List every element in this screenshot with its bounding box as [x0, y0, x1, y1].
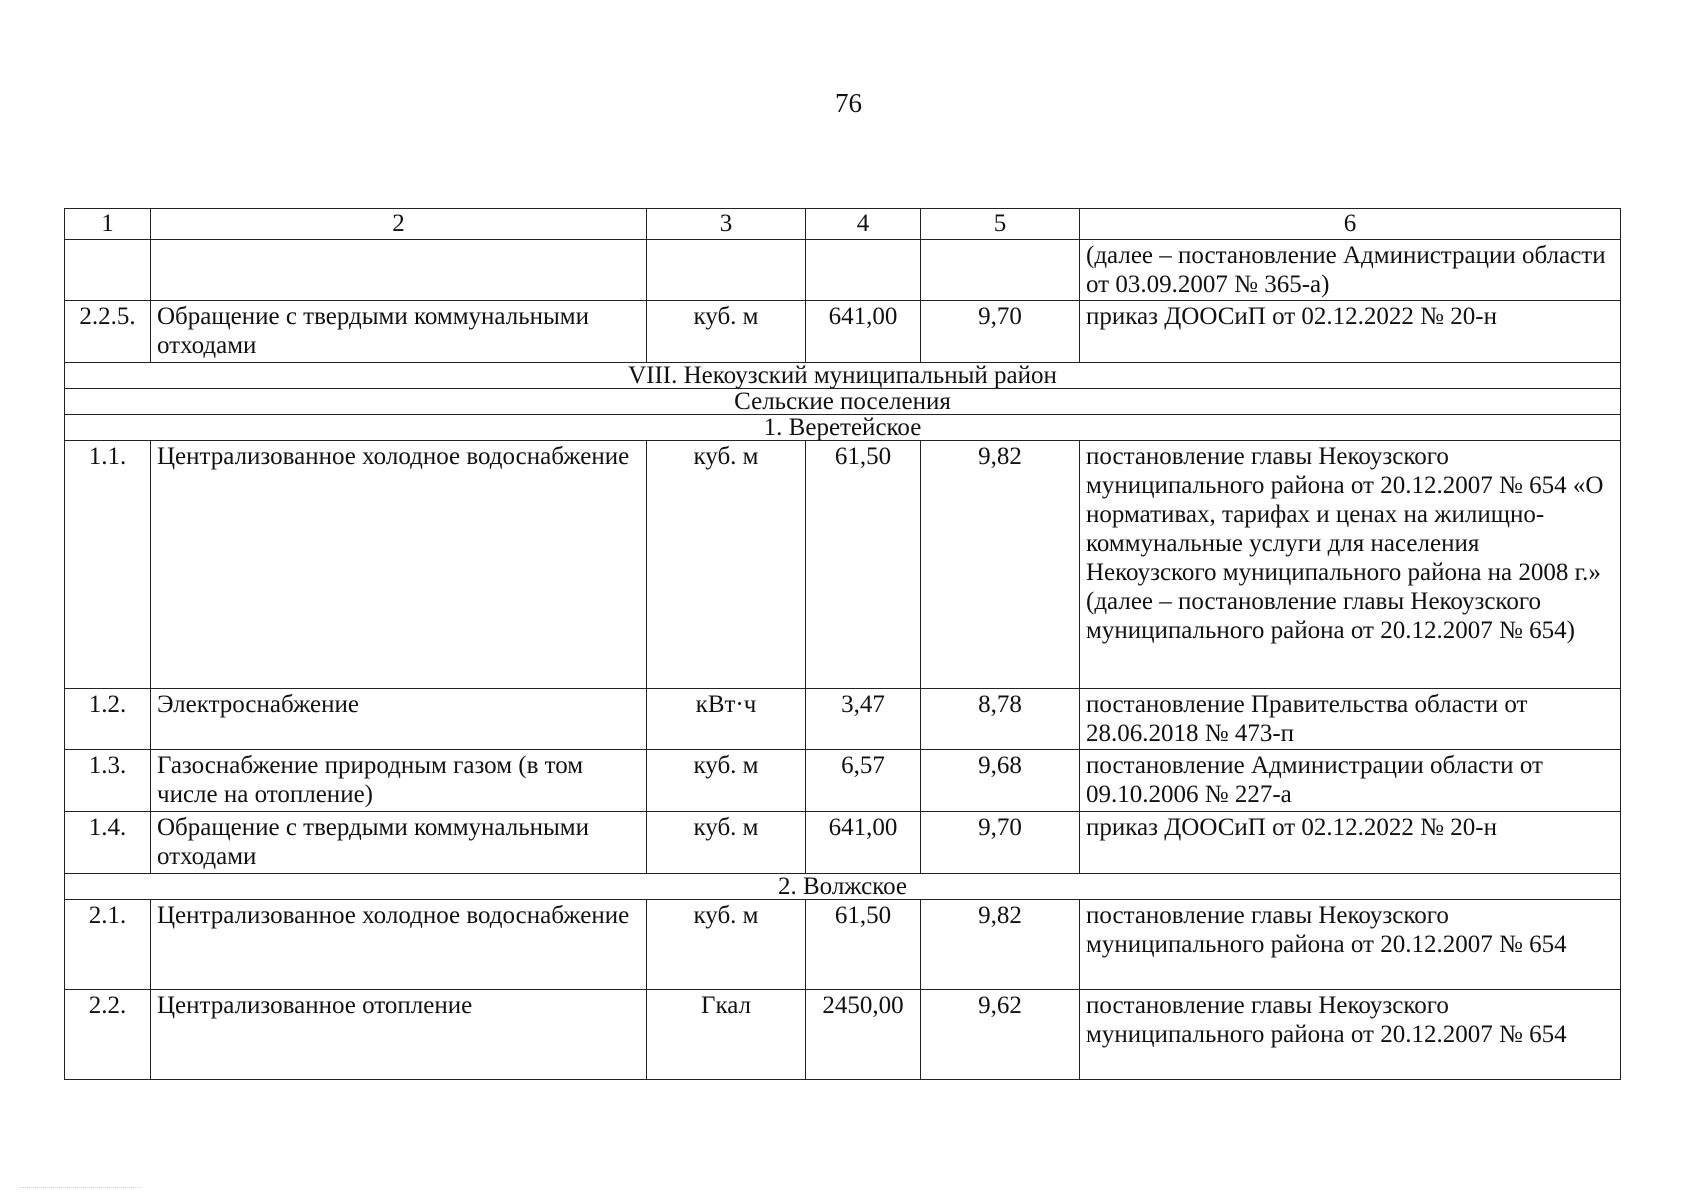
district-heading: VIII. Некоузский муниципальный район	[65, 363, 1621, 389]
settlement-heading: 2. Волжское	[65, 874, 1621, 900]
service-name: Обращение с твердыми коммунальными отходами	[151, 812, 647, 874]
value-column-5: 8,78	[921, 689, 1080, 750]
row-number: 1.3.	[65, 750, 151, 812]
service-name	[151, 240, 647, 301]
unit-of-measure: куб. м	[647, 900, 806, 990]
table-row	[65, 750, 1621, 812]
settlement-group-heading: Сельские поселения	[65, 389, 1621, 415]
service-name: Газоснабжение природным газом (в том числе на отопление)	[151, 750, 647, 812]
service-name: Электроснабжение	[151, 689, 647, 750]
legal-basis: постановление главы Некоузского муниципального района от 20.12.2007 № 654	[1080, 900, 1621, 990]
service-name: Обращение с твердыми коммунальными отходами	[151, 301, 647, 363]
unit-of-measure: Гкал	[647, 990, 806, 1080]
table-row	[65, 240, 1621, 301]
section-heading-row	[65, 389, 1621, 415]
column-number: 1	[65, 209, 151, 240]
value-column-5: 9,68	[921, 750, 1080, 812]
column-number: 4	[806, 209, 921, 240]
value-column-4: 641,00	[806, 301, 921, 363]
settlement-heading: 1. Веретейское	[65, 415, 1621, 441]
table-row	[65, 900, 1621, 990]
value-column-4	[806, 240, 921, 301]
column-number: 6	[1080, 209, 1621, 240]
table-row	[65, 301, 1621, 363]
value-column-4: 61,50	[806, 441, 921, 689]
value-column-4: 61,50	[806, 900, 921, 990]
legal-basis: постановление главы Некоузского муниципального района от 20.12.2007 № 654	[1080, 990, 1621, 1080]
legal-basis: приказ ДООСиП от 02.12.2022 № 20-н	[1080, 301, 1621, 363]
section-heading-row	[65, 363, 1621, 389]
value-column-4: 2450,00	[806, 990, 921, 1080]
column-number-row	[65, 209, 1621, 240]
legal-basis: постановление Администрации области от 09.10.2006 № 227-а	[1080, 750, 1621, 812]
service-name: Централизованное холодное водоснабжение	[151, 900, 647, 990]
unit-of-measure: куб. м	[647, 812, 806, 874]
legal-basis: постановление Правительства области от 28.06.2018 № 473-п	[1080, 689, 1621, 750]
tariff-table	[64, 208, 1621, 1080]
service-name: Централизованное холодное водоснабжение	[151, 441, 647, 689]
value-column-5	[921, 240, 1080, 301]
unit-of-measure: кВт·ч	[647, 689, 806, 750]
row-number: 1.2.	[65, 689, 151, 750]
value-column-5: 9,82	[921, 441, 1080, 689]
unit-of-measure: куб. м	[647, 441, 806, 689]
value-column-5: 9,82	[921, 900, 1080, 990]
row-number: 2.1.	[65, 900, 151, 990]
column-number: 3	[647, 209, 806, 240]
unit-of-measure	[647, 240, 806, 301]
section-heading-row	[65, 874, 1621, 900]
table-row	[65, 990, 1621, 1080]
value-column-4: 3,47	[806, 689, 921, 750]
service-name: Централизованное отопление	[151, 990, 647, 1080]
column-number: 2	[151, 209, 647, 240]
row-number	[65, 240, 151, 301]
legal-basis: приказ ДООСиП от 02.12.2022 № 20-н	[1080, 812, 1621, 874]
value-column-4: 6,57	[806, 750, 921, 812]
table-row	[65, 441, 1621, 689]
column-number: 5	[921, 209, 1080, 240]
value-column-4: 641,00	[806, 812, 921, 874]
legal-basis: постановление главы Некоузского муниципального района от 20.12.2007 № 654 «О нормативах, тарифах и ценах на жилищно-коммунальные услуги для населения Некоузского муниципального района на 2008 г.» (далее – постановление главы Некоузского муниципального района от 20.12.2007 № 654)	[1080, 441, 1621, 689]
scan-artifact	[20, 1187, 140, 1190]
value-column-5: 9,70	[921, 812, 1080, 874]
row-number: 2.2.5.	[65, 301, 151, 363]
table-row	[65, 812, 1621, 874]
table-row	[65, 689, 1621, 750]
unit-of-measure: куб. м	[647, 301, 806, 363]
page-number: 76	[835, 88, 862, 118]
legal-basis: (далее – постановление Администрации области от 03.09.2007 № 365-а)	[1080, 240, 1621, 301]
value-column-5: 9,62	[921, 990, 1080, 1080]
value-column-5: 9,70	[921, 301, 1080, 363]
row-number: 1.4.	[65, 812, 151, 874]
section-heading-row	[65, 415, 1621, 441]
row-number: 1.1.	[65, 441, 151, 689]
row-number: 2.2.	[65, 990, 151, 1080]
unit-of-measure: куб. м	[647, 750, 806, 812]
